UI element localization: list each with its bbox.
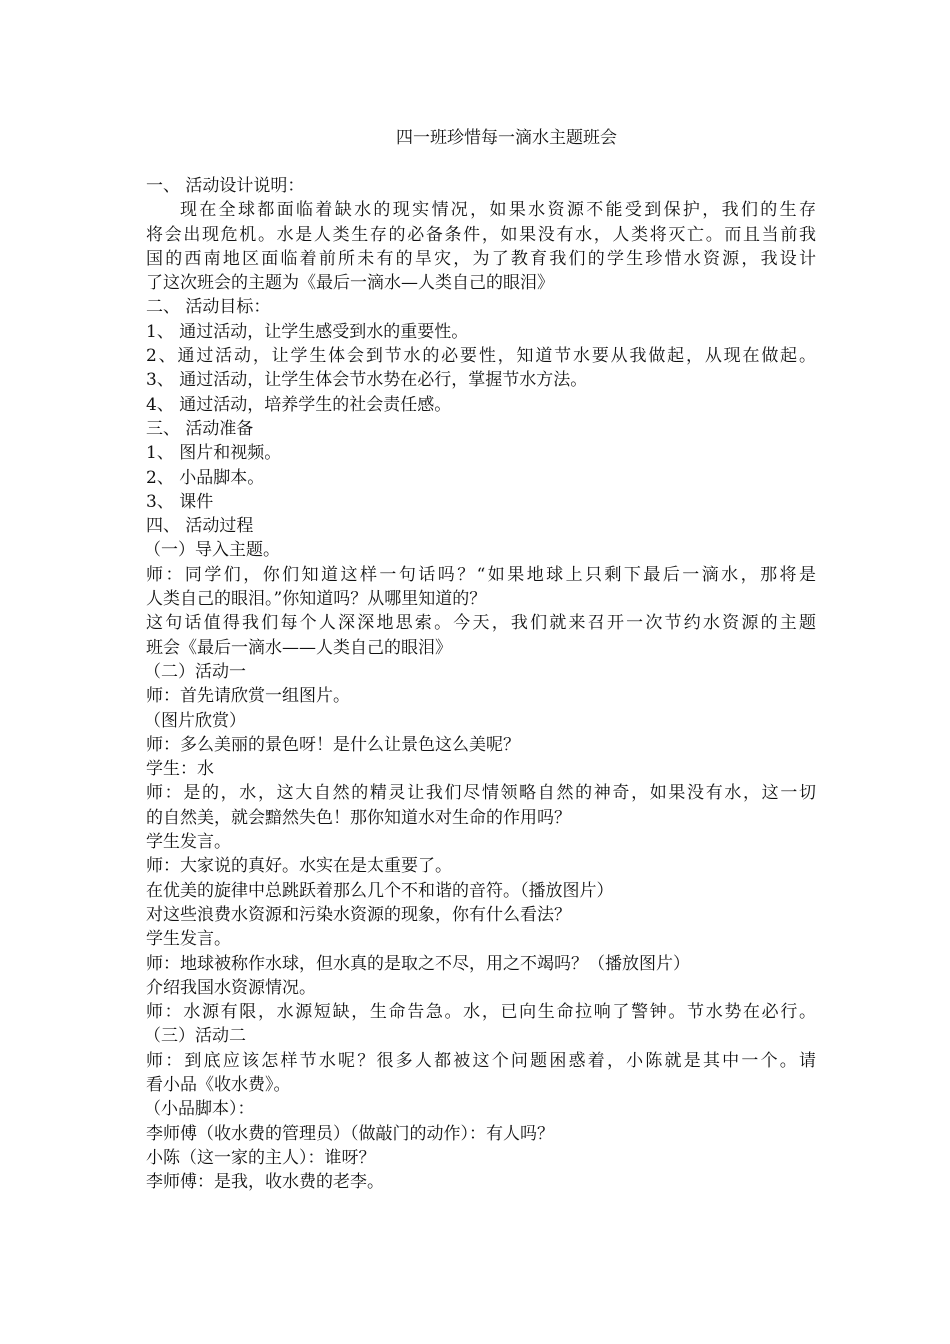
list-item: 4、 通过活动，培养学生的社会责任感。 <box>146 394 452 415</box>
paragraph-line: 介绍我国水资源情况。 <box>146 977 316 998</box>
paragraph-line: 国的西南地区面临着前所未有的旱灾，为了教育我们的学生珍惜水资源，我设计 <box>146 248 816 269</box>
paragraph-line: 师：大家说的真好。水实在是太重要了。 <box>146 856 452 877</box>
dialogue-line: 李师傅（收水费的管理员）（做敲门的动作）：有人吗？ <box>146 1123 554 1144</box>
paragraph-line: （小品脚本）： <box>144 1099 255 1120</box>
subsection-heading: （三）活动二 <box>144 1026 246 1047</box>
paragraph-line: 学生发言。 <box>146 832 231 853</box>
dialogue-line: 小陈（这一家的主人）：谁呀？ <box>146 1147 376 1168</box>
paragraph-line: 师：水源有限，水源短缺，生命告急。水，已向生命拉响了警钟。节水势在必行。 <box>146 1002 816 1023</box>
subsection-heading: （一）导入主题。 <box>144 540 280 561</box>
paragraph-line: （图片欣赏） <box>144 710 246 731</box>
list-item: 1、 通过活动，让学生感受到水的重要性。 <box>146 321 469 342</box>
paragraph-line: 师：同学们，你们知道这样一句话吗？“如果地球上只剩下最后一滴水，那将是 <box>146 564 816 585</box>
paragraph-line: 师：多么美丽的景色呀！是什么让景色这么美呢？ <box>146 734 520 755</box>
paragraph-line: 人类自己的眼泪。”你知道吗？从哪里知道的？ <box>146 589 487 610</box>
list-item: 1、 图片和视频。 <box>146 443 282 464</box>
paragraph-line: 师：地球被称作水球，但水真的是取之不尽，用之不竭吗？（播放图片） <box>146 953 690 974</box>
subsection-heading: （二）活动一 <box>144 661 246 682</box>
list-item: 3、 通过活动，让学生体会节水势在必行，掌握节水方法。 <box>146 370 588 391</box>
paragraph-line: 师：首先请欣赏一组图片。 <box>146 686 350 707</box>
paragraph-line: 师：到底应该怎样节水呢？很多人都被这个问题困惑着，小陈就是其中一个。请 <box>146 1050 816 1071</box>
list-item: 2、通过活动，让学生体会到节水的必要性，知道节水要从我做起，从现在做起。 <box>146 346 816 367</box>
paragraph-line: 将会出现危机。水是人类生存的必备条件，如果没有水，人类将灭亡。而且当前我 <box>146 224 816 245</box>
section-heading: 一、 活动设计说明： <box>146 176 305 196</box>
paragraph-line: 学生发言。 <box>146 929 231 950</box>
paragraph-line: 了这次班会的主题为《最后一滴水—人类自己的眼泪》 <box>146 273 554 294</box>
paragraph-line: 对这些浪费水资源和污染水资源的现象，你有什么看法？ <box>146 904 571 925</box>
document-body <box>146 174 816 1194</box>
paragraph-line: 在优美的旋律中总跳跃着那么几个不和谐的音符。（播放图片） <box>146 880 614 901</box>
paragraph-line: 现在全球都面临着缺水的现实情况，如果水资源不能受到保护，我们的生存 <box>180 200 816 221</box>
paragraph-line: 师：是的，水，这大自然的精灵让我们尽情领略自然的神奇，如果没有水，这一切 <box>146 783 816 804</box>
section-heading: 二、 活动目标： <box>146 297 271 318</box>
paragraph-line: 的自然美，就会黯然失色！那你知道水对生命的作用吗？ <box>146 807 571 828</box>
list-item: 2、 小品脚本。 <box>146 467 265 488</box>
section-heading: 三、 活动准备 <box>146 418 254 439</box>
paragraph-line: 看小品《收水费》。 <box>146 1074 291 1095</box>
document-title: 四一班珍惜每一滴水主题班会 <box>396 128 617 148</box>
section-heading: 四、 活动过程 <box>146 516 254 537</box>
paragraph-line: 班会《最后一滴水——人类自己的眼泪》 <box>146 637 452 658</box>
list-item: 3、 课件 <box>146 491 214 512</box>
paragraph-line: 这句话值得我们每个人深深地思索。今天，我们就来召开一次节约水资源的主题 <box>146 613 816 634</box>
dialogue-line: 李师傅：是我，收水费的老李。 <box>146 1172 384 1193</box>
paragraph-line: 学生：水 <box>146 759 214 780</box>
